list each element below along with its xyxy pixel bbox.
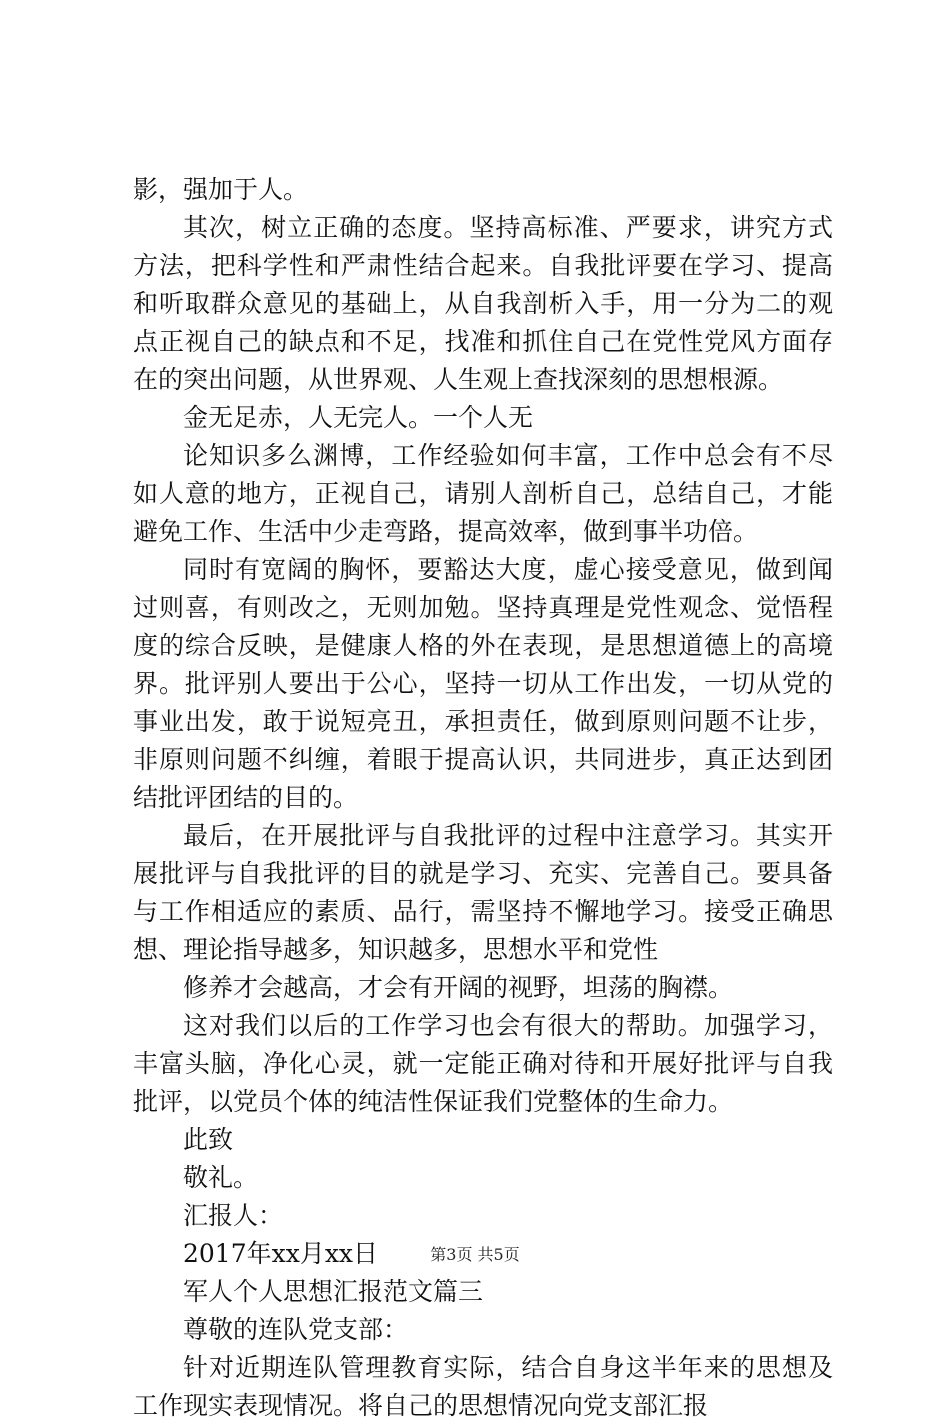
text-line: 影，强加于人。 bbox=[133, 175, 309, 204]
text-line: 敬礼。 bbox=[183, 1163, 259, 1192]
text-line: 度的综合反映，是健康人格的外在表现，是思想道德上的高境 bbox=[133, 631, 833, 660]
text-line: 金无足赤，人无完人。一个人无 bbox=[183, 403, 534, 432]
text-line: 这对我们以后的工作学习也会有很大的帮助。加强学习， bbox=[183, 1011, 833, 1040]
text-line: 丰富头脑，净化心灵，就一定能正确对待和开展好批评与自我 bbox=[133, 1049, 833, 1078]
text-line: 如人意的地方，正视自己，请别人剖析自己，总结自己，才能 bbox=[133, 479, 833, 508]
text-line: 修养才会越高，才会有开阔的视野，坦荡的胸襟。 bbox=[183, 973, 734, 1002]
page-footer: 第3页 共5页 bbox=[430, 1245, 520, 1264]
text-line: 针对近期连队管理教育实际，结合自身这半年来的思想及 bbox=[183, 1353, 833, 1382]
text-line: 军人个人思想汇报范文篇三 bbox=[183, 1277, 484, 1306]
text-line: 尊敬的连队党支部： bbox=[183, 1315, 409, 1344]
text-line: 结批评团结的目的。 bbox=[133, 783, 359, 812]
text-line: 2017年xx月xx日 bbox=[183, 1239, 379, 1268]
text-line: 避免工作、生活中少走弯路，提高效率，做到事半功倍。 bbox=[133, 517, 759, 546]
text-line: 和听取群众意见的基础上，从自我剖析入手，用一分为二的观 bbox=[133, 289, 833, 318]
text-line: 方法，把科学性和严肃性结合起来。自我批评要在学习、提高 bbox=[133, 251, 833, 280]
text-line: 批评，以党员个体的纯洁性保证我们党整体的生命力。 bbox=[133, 1087, 734, 1116]
text-line: 工作现实表现情况。将自己的思想情况向党支部汇报 bbox=[133, 1391, 709, 1420]
text-line: 在的突出问题，从世界观、人生观上查找深刻的思想根源。 bbox=[133, 365, 784, 394]
text-line: 论知识多么渊博，工作经验如何丰富，工作中总会有不尽 bbox=[183, 441, 833, 470]
text-line: 事业出发，敢于说短亮丑，承担责任，做到原则问题不让步， bbox=[133, 707, 833, 736]
text-line: 此致 bbox=[183, 1125, 234, 1154]
text-line: 界。批评别人要出于公心，坚持一切从工作出发，一切从党的 bbox=[133, 669, 833, 698]
text-line: 展批评与自我批评的目的就是学习、充实、完善自己。要具备 bbox=[133, 859, 833, 888]
text-line: 汇报人： bbox=[183, 1201, 284, 1230]
document-body bbox=[133, 171, 833, 1425]
text-line: 想、理论指导越多，知识越多，思想水平和党性 bbox=[133, 935, 659, 964]
text-line: 非原则问题不纠缠，着眼于提高认识，共同进步，真正达到团 bbox=[133, 745, 833, 774]
text-line: 最后，在开展批评与自我批评的过程中注意学习。其实开 bbox=[183, 821, 833, 850]
text-line: 与工作相适应的素质、品行，需坚持不懈地学习。接受正确思 bbox=[133, 897, 833, 926]
text-line: 过则喜，有则改之，无则加勉。坚持真理是党性观念、觉悟程 bbox=[133, 593, 833, 622]
text-line: 点正视自己的缺点和不足，找准和抓住自己在党性党风方面存 bbox=[133, 327, 833, 356]
text-line: 其次，树立正确的态度。坚持高标准、严要求，讲究方式 bbox=[183, 213, 833, 242]
text-line: 同时有宽阔的胸怀，要豁达大度，虚心接受意见，做到闻 bbox=[183, 555, 833, 584]
